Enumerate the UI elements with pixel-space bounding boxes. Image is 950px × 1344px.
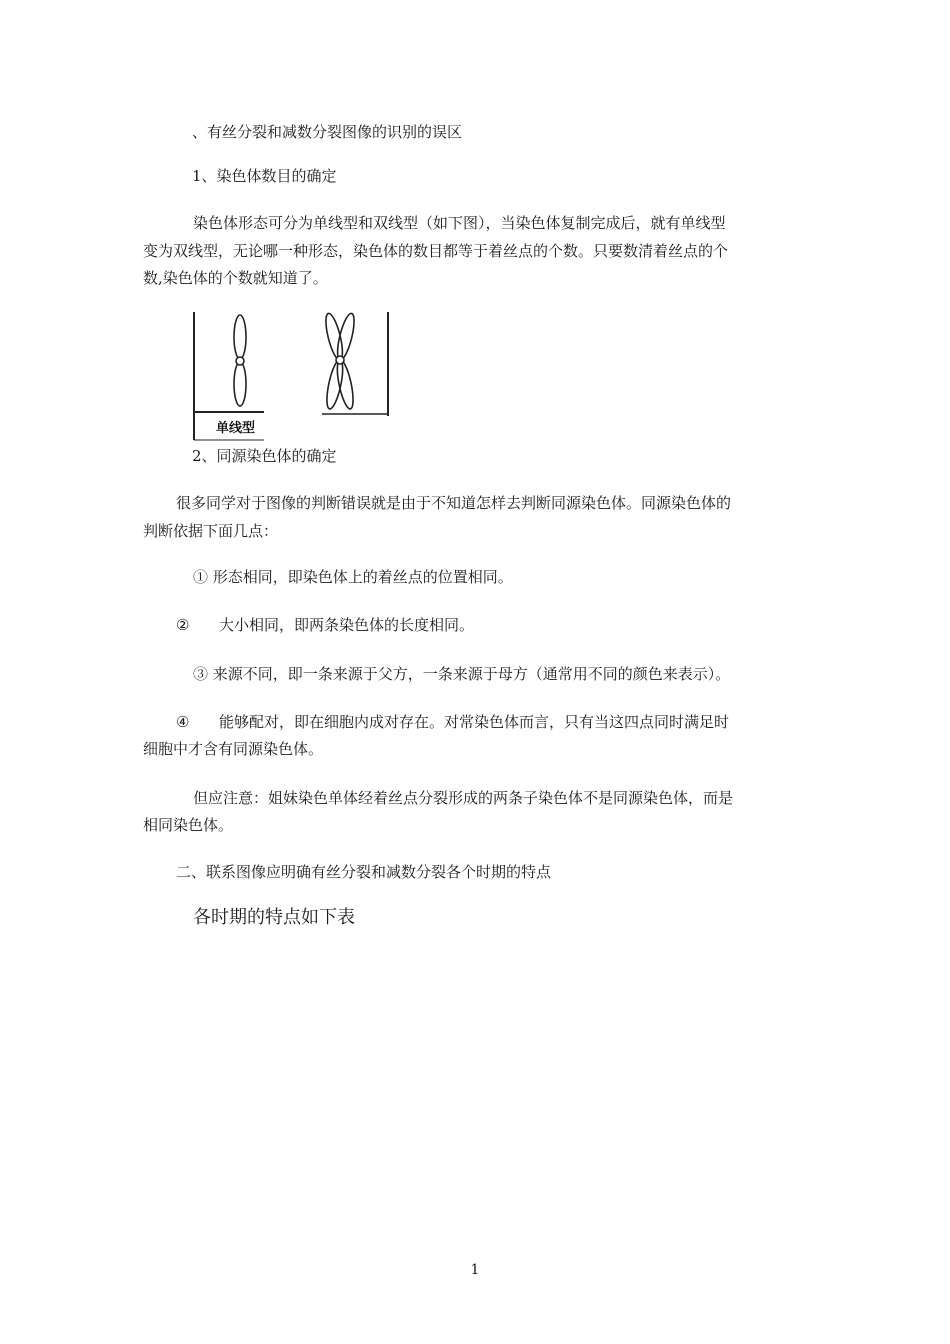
paragraph-line: 很多同学对于图像的判断错误就是由于不知道怎样去判断同源染色体。同源染色体的: [176, 494, 732, 512]
criterion-item-4-number: ④: [176, 713, 190, 731]
subheading-homologous: 2、同源染色体的确定: [192, 447, 337, 465]
table-intro: 各时期的特点如下表: [193, 907, 355, 928]
paragraph-line: 数,染色体的个数就知道了。: [143, 269, 328, 287]
note-line: 相同染色体。: [143, 816, 234, 834]
section-heading-1: 、有丝分裂和减数分裂图像的识别的误区: [192, 123, 463, 141]
page-number: 1: [470, 1262, 480, 1278]
criterion-item-4-text: 能够配对，即在细胞内成对存在。对常染色体而言，只有当这四点同时满足时: [219, 713, 730, 731]
criterion-item-3: ③ 来源不同，即一条来源于父方，一条来源于母方（通常用不同的颜色来表示）。: [193, 665, 731, 683]
chromosome-figure: [190, 308, 400, 443]
criterion-item-4-continuation: 细胞中才含有同源染色体。: [143, 740, 324, 758]
criterion-item-2-text: 大小相同，即两条染色体的长度相同。: [219, 616, 475, 634]
single-chromosome: [234, 315, 246, 406]
paragraph-line: 判断依据下面几点：: [143, 522, 279, 540]
subheading-chromosome-count: 1、染色体数目的确定: [192, 167, 337, 185]
paragraph-line: 染色体形态可分为单线型和双线型（如下图），当染色体复制完成后，就有单线型: [193, 214, 726, 232]
criterion-item-2-number: ②: [176, 616, 190, 634]
paragraph-line: 变为双线型，无论哪一种形态，染色体的数目都等于着丝点的个数。只要数清着丝点的个: [143, 242, 729, 260]
criterion-item-1: ① 形态相同，即染色体上的着丝点的位置相同。: [193, 568, 513, 586]
section-heading-2: 二、联系图像应明确有丝分裂和减数分裂各个时期的特点: [176, 863, 552, 881]
double-chromosome: [323, 312, 358, 410]
single-type-label: 单线型: [216, 421, 256, 436]
note-line: 但应注意：姐妹染色单体经着丝点分裂形成的两条子染色体不是同源染色体，而是: [193, 789, 734, 807]
